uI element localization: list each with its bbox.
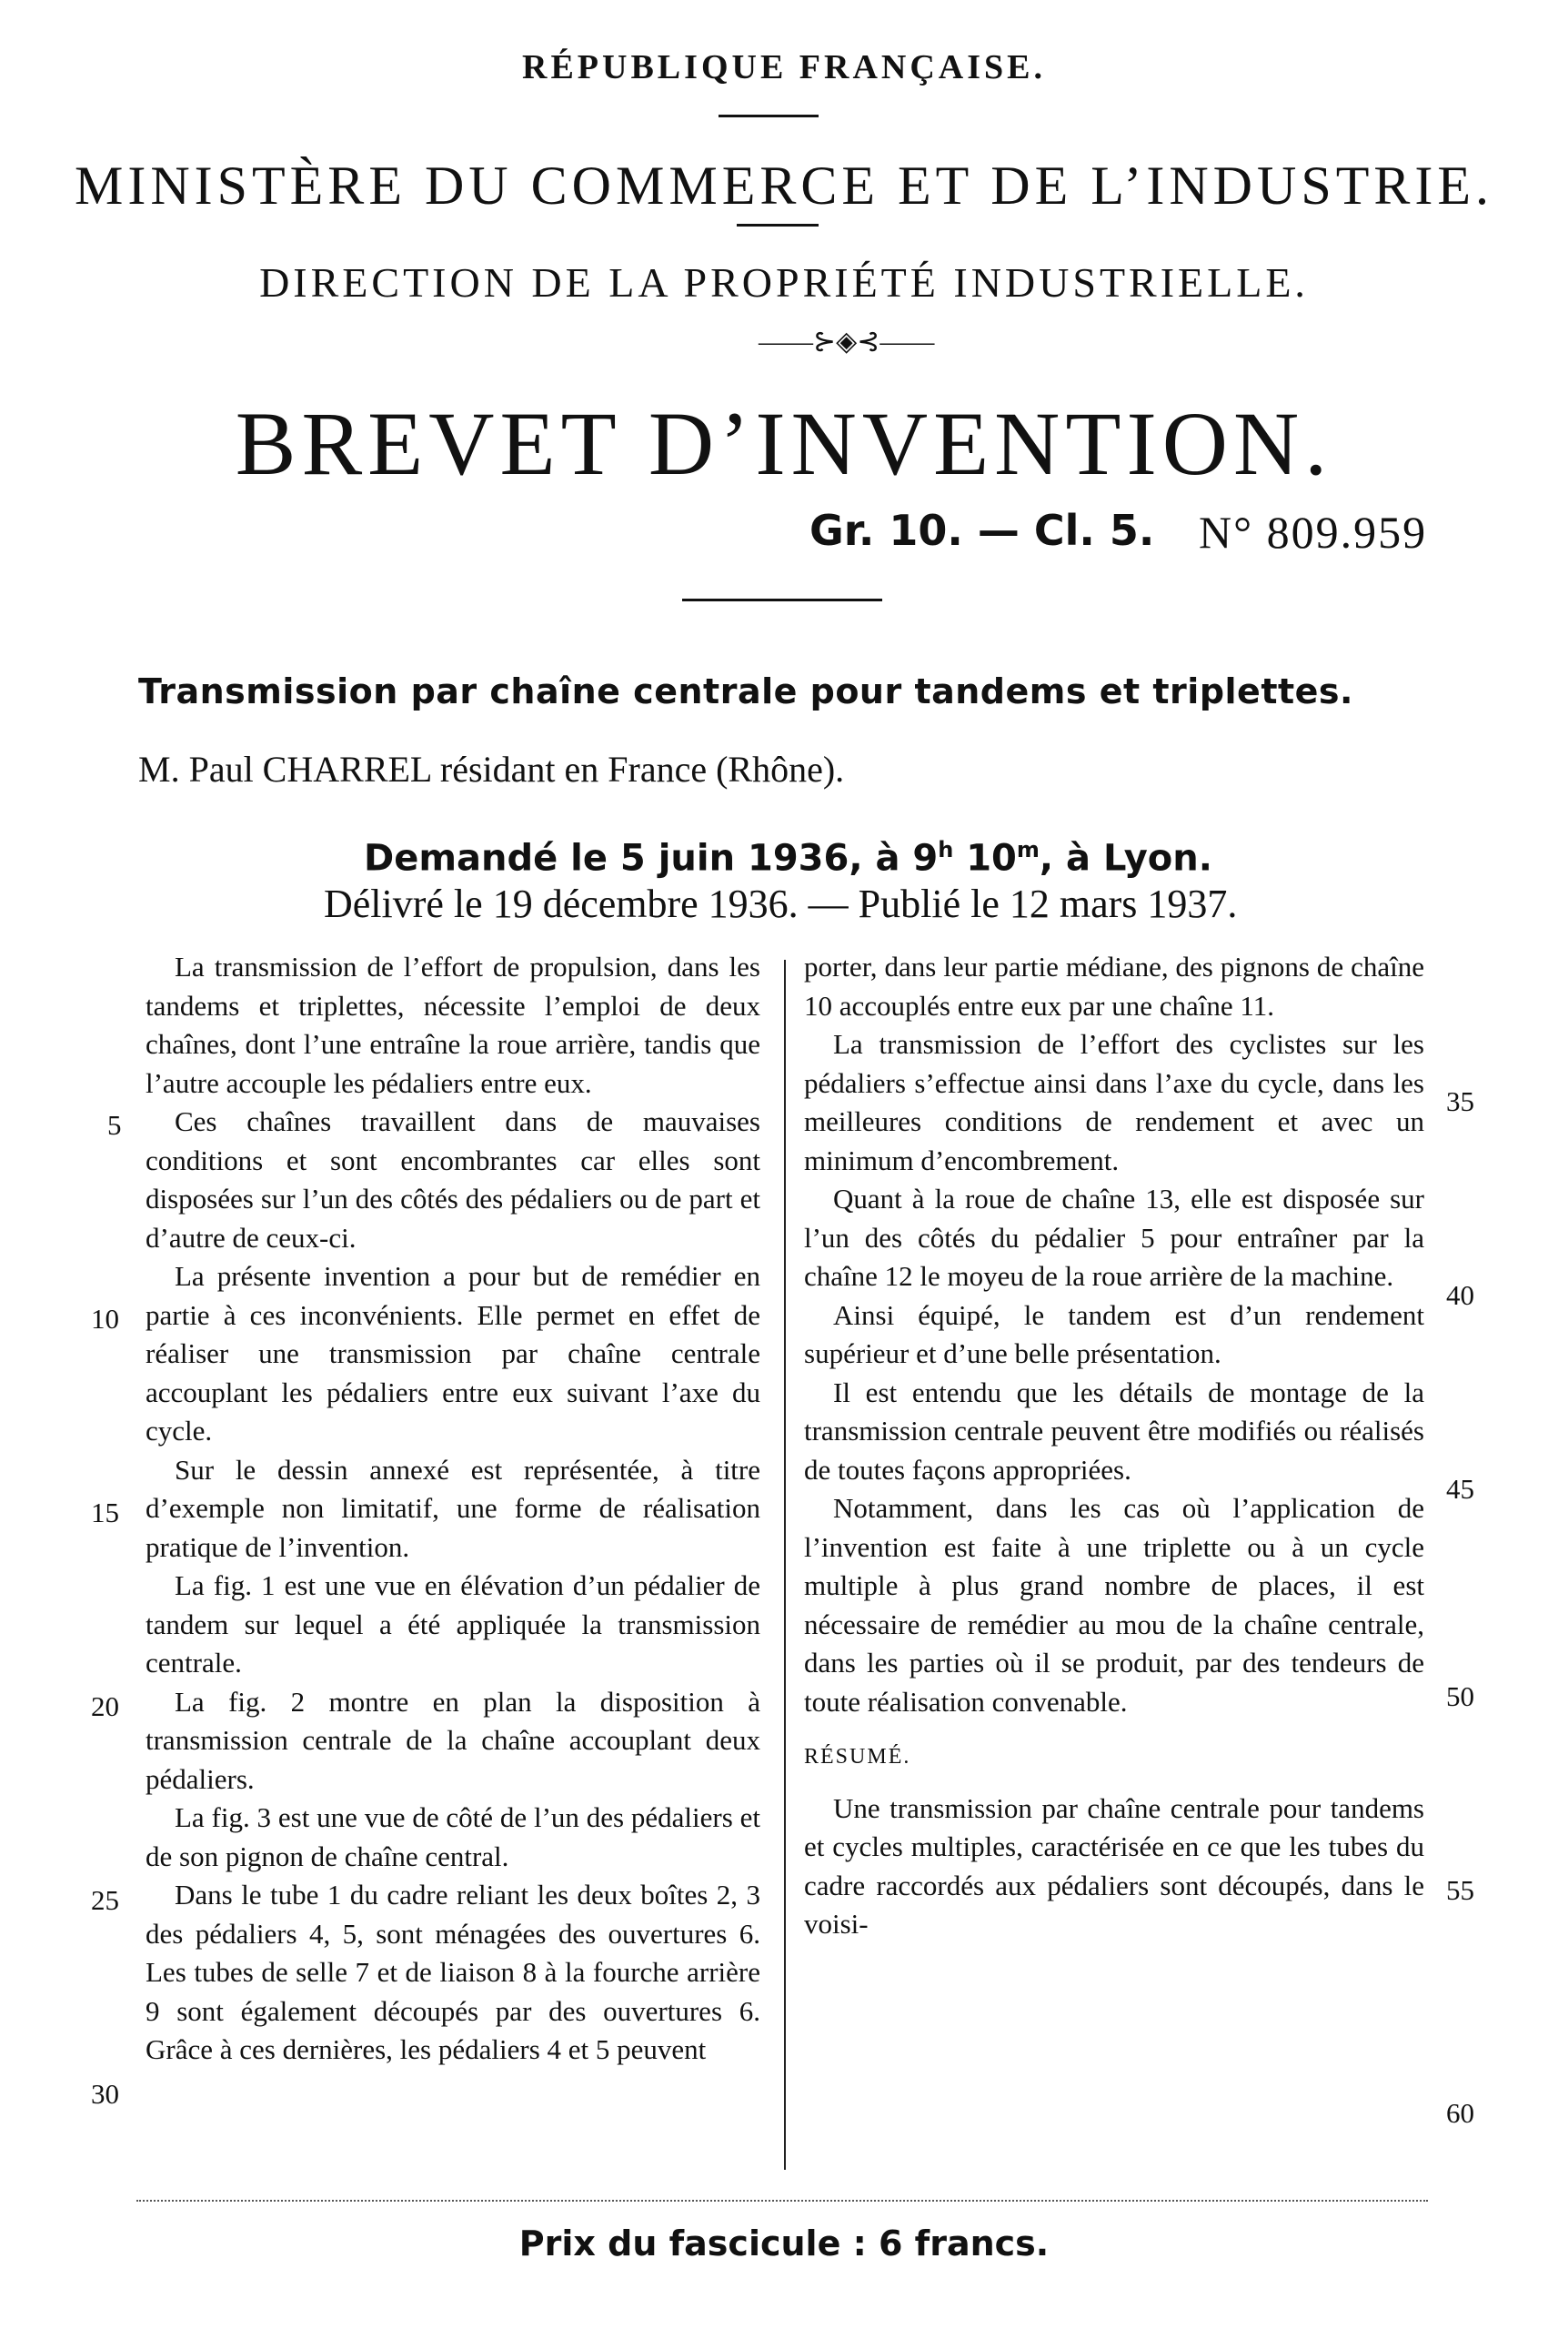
line-number: 25 <box>91 1884 119 1916</box>
paragraph: Il est entendu que les détails de montage de la transmission centrale peuvent être modifiés ou réalisés de toutes façons appropriées. <box>804 1376 1424 1486</box>
paragraph: La fig. 1 est une vue en élévation d’un pédalier de tandem sur lequel a été appliquée la transmission centrale. <box>146 1569 760 1679</box>
paragraph: La fig. 3 est une vue de côté de l’un des pédaliers et de son pignon de chaîne central. <box>146 1801 760 1872</box>
paragraph: La fig. 2 montre en plan la disposition à transmission centrale de la chaîne accouplant deux pédaliers. <box>146 1685 760 1795</box>
line-number: 50 <box>1446 1680 1474 1712</box>
section-rule <box>682 599 882 601</box>
column-divider <box>784 960 786 2170</box>
paragraph: porter, dans leur partie médiane, des pignons de chaîne 10 accouplés entre eux par une chaîne 11. <box>804 951 1424 1022</box>
paragraph: Sur le dessin annexé est représentée, à titre d’exemple non limitatif, une forme de réalisation pratique de l’invention. <box>146 1453 760 1563</box>
resume-paragraph: Une transmission par chaîne centrale pour tandems et cycles multiples, caractérisée en ce que les tubes du cadre raccordés aux pédaliers sont découpés, dans le voisi- <box>804 1791 1424 1940</box>
paragraph: La présente invention a pour but de remédier en partie à ces inconvénients. Elle permet en effet de réaliser une transmission par chaîne centrale accouplant les pédaliers entre eux suivant l’axe du cycle. <box>146 1260 760 1447</box>
line-number: 5 <box>107 1109 122 1141</box>
footer-rule <box>136 2200 1428 2202</box>
filing-date: Demandé le 5 juin 1936, à 9$^h$ 10$^m$, à Lyon. <box>364 837 1212 880</box>
group-class: Gr. 10. — Cl. 5. <box>809 506 1155 555</box>
paragraph: Quant à la roue de chaîne 13, elle est disposée sur l’un des côtés du pédalier 5 pour entraîner par la chaîne 12 le moyeu de la roue arrière de la machine. <box>804 1183 1424 1292</box>
patent-title: Transmission par chaîne centrale pour tandems et triplettes. <box>138 671 1353 711</box>
patent-number: N° 809.959 <box>1199 507 1428 558</box>
line-number: 10 <box>91 1303 119 1335</box>
resume-heading: RÉSUMÉ. <box>804 1745 911 1769</box>
header-rule <box>737 224 819 227</box>
delivery-publication-dates: Délivré le 19 décembre 1936. — Publié le 12 mars 1937. <box>324 882 1238 926</box>
paragraph: Notamment, dans les cas où l’application de l’invention est faite à une triplette ou à un cycle multiple à plus grand nombre de places, il est nécessaire de remédier au mou de la chaîne centrale, dans les parties où il se produit, par des tendeurs de toute réalisation convenable. <box>804 1492 1424 1718</box>
paragraph: Dans le tube 1 du cadre reliant les deux boîtes 2, 3 des pédaliers 4, 5, sont ménagées des ouvertures 6. Les tubes de selle 7 et de liaison 8 à la fourche arrière 9 sont également découpés par des ouvertures 6. Grâce à ces dernières, les pédaliers 4 et 5 peuvent <box>146 1879 760 2065</box>
line-number: 30 <box>91 2078 119 2110</box>
header-rule <box>719 115 819 117</box>
line-number: 20 <box>91 1690 119 1722</box>
body-column-left <box>146 948 760 2070</box>
line-number: 60 <box>1446 2097 1474 2129</box>
body-column-right <box>804 948 1424 1944</box>
paragraph: La transmission de l’effort des cyclistes sur les pédaliers s’effectue ainsi dans l’axe du cycle, dans les meilleures conditions de rendement et avec un minimum d’encombrement. <box>804 1028 1424 1176</box>
line-number: 35 <box>1446 1085 1474 1117</box>
line-number: 40 <box>1446 1279 1474 1311</box>
paragraph: Ainsi équipé, le tandem est d’un rendement supérieur et d’une belle présentation. <box>804 1298 1424 1369</box>
line-number: 55 <box>1446 1874 1474 1906</box>
paragraph: Ces chaînes travaillent dans de mauvaises conditions et sont encombrantes car elles sont disposées sur l’un des côtés des pédaliers ou de part et d’autre de ceux-ci. <box>146 1105 760 1254</box>
price-footer: Prix du fascicule : 6 francs. <box>518 2223 1050 2263</box>
line-number: 15 <box>91 1497 119 1528</box>
header-ministere: MINISTÈRE DU COMMERCE ET DE L’INDUSTRIE. <box>75 156 1493 216</box>
header-direction: DIRECTION DE LA PROPRIÉTÉ INDUSTRIELLE. <box>259 259 1309 306</box>
ornament-divider: ——⊱◈⊰—— <box>759 327 935 357</box>
inventor-line: M. Paul CHARREL résidant en France (Rhône). <box>138 749 845 790</box>
header-republique: RÉPUBLIQUE FRANÇAISE. <box>522 48 1046 86</box>
line-number: 45 <box>1446 1473 1474 1505</box>
document-type-heading: BREVET D’INVENTION. <box>235 393 1333 494</box>
paragraph: La transmission de l’effort de propulsion, dans les tandems et triplettes, nécessite l’emploi de deux chaînes, dont l’une entraîne la roue arrière, tandis que l’autre accouple les pédaliers entre eux. <box>146 951 760 1099</box>
